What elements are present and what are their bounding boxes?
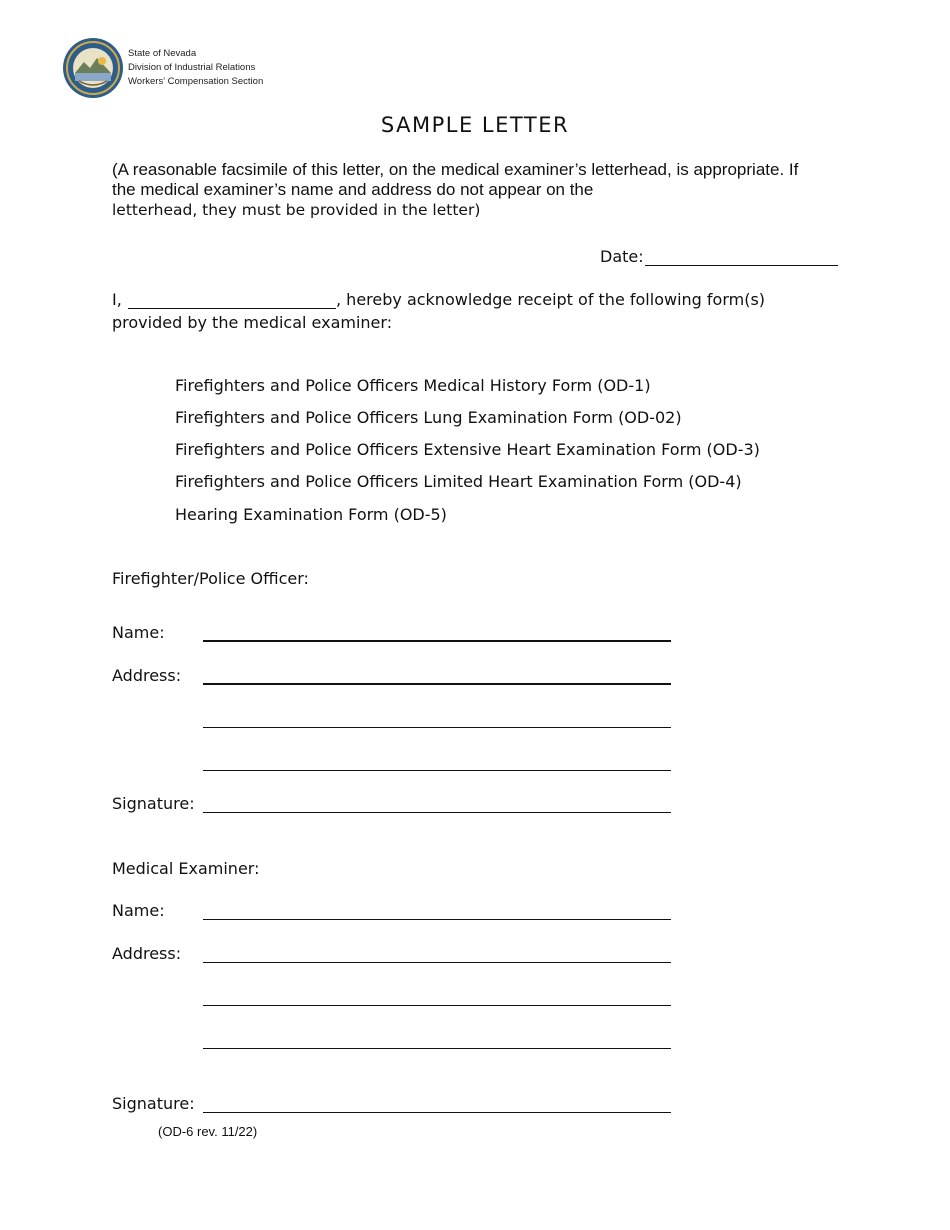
intro-tail: letterhead, they must be provided in the letter) [112,201,481,219]
date-field[interactable] [645,265,838,266]
officer-name-field[interactable] [203,640,671,642]
examiner-address-label: Address: [112,944,182,963]
ack-line-2: provided by the medical examiner: [112,313,393,332]
form-item: Firefighters and Police Officers Medical History Form (OD-1) [175,376,651,395]
org-line: State of Nevada [128,48,197,59]
form-item: Hearing Examination Form (OD-5) [175,505,447,524]
form-item: Firefighters and Police Officers Lung Examination Form (OD-02) [175,408,682,427]
officer-address-line-2[interactable] [203,727,671,728]
examiner-signature-field[interactable] [203,1112,671,1113]
ack-suffix: , hereby acknowledge receipt of the following form(s) [336,290,766,309]
org-line: Division of Industrial Relations [128,62,256,73]
org-line: Workers' Compensation Section [128,76,264,87]
officer-signature-label: Signature: [112,794,195,813]
examiner-address-line-1[interactable] [203,962,671,963]
officer-address-line-1[interactable] [203,683,671,685]
intro-note [112,160,812,220]
document-title: SAMPLE LETTER [380,113,570,137]
intro-main: (A reasonable facsimile of this letter, on the medical examiner’s letterhead, is appropriate. If the medical examiner’s name and address do not appear on the [112,160,799,199]
officer-address-line-3[interactable] [203,770,671,771]
examiner-address-line-3[interactable] [203,1048,671,1049]
examiner-heading: Medical Examiner: [112,859,260,878]
officer-address-label: Address: [112,666,182,685]
organization-name [128,47,263,89]
ack-prefix: I, [112,290,122,309]
officer-signature-field[interactable] [203,812,671,813]
officer-heading: Firefighter/Police Officer: [112,569,309,588]
form-item: Firefighters and Police Officers Extensive Heart Examination Form (OD-3) [175,440,760,459]
examiner-name-field[interactable] [203,919,671,920]
examiner-address-line-2[interactable] [203,1005,671,1006]
examiner-signature-label: Signature: [112,1094,195,1113]
form-item: Firefighters and Police Officers Limited Heart Examination Form (OD-4) [175,472,742,491]
date-label: Date: [600,247,644,266]
officer-name-label: Name: [112,623,165,642]
nevada-state-seal-icon [62,37,124,99]
letterhead [62,36,297,106]
recipient-name-field[interactable] [128,308,336,309]
form-revision: (OD-6 rev. 11/22) [158,1124,258,1139]
examiner-name-label: Name: [112,901,165,920]
